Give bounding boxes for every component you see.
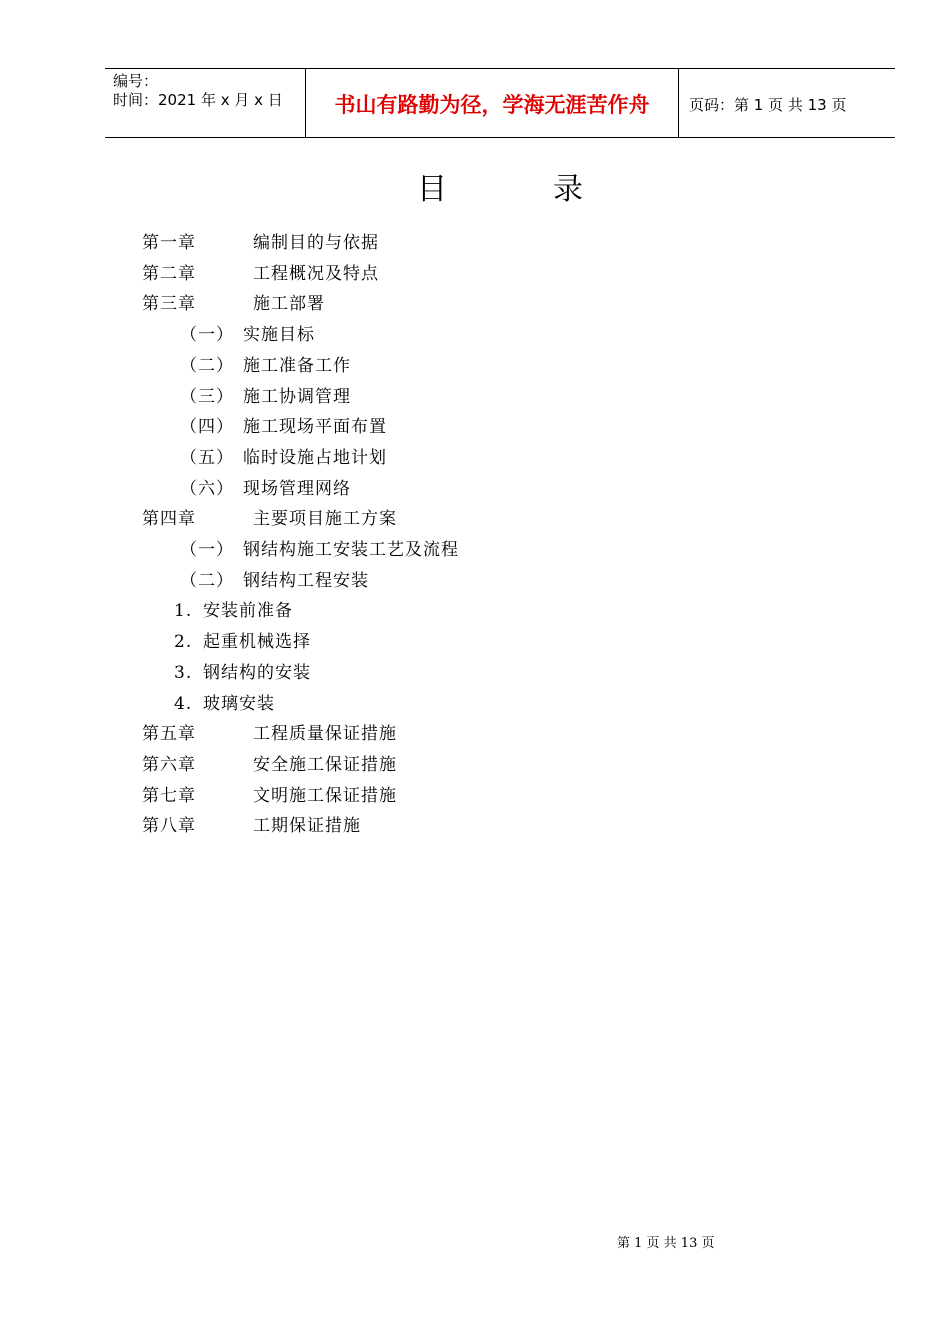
- toc-item-number: 第七章: [142, 785, 196, 806]
- toc-item-number: （六）: [180, 478, 234, 499]
- toc-item-title: 现场管理网络: [243, 478, 351, 499]
- toc-item-title: 钢结构施工安装工艺及流程: [243, 540, 459, 560]
- toc-item-title: 施工协调管理: [243, 386, 351, 407]
- toc-item-title: 安全施工保证措施: [253, 754, 397, 775]
- toc-title-right: 录: [553, 172, 583, 207]
- toc-item-title: 主要项目施工方案: [253, 509, 397, 530]
- toc-item-number: 第三章: [142, 294, 196, 315]
- toc-item-title: 钢结构工程安装: [243, 570, 369, 591]
- document-number-label: 编号：: [113, 72, 159, 90]
- toc-item-number: 2.: [174, 632, 193, 653]
- toc-item-number: 3.: [174, 662, 193, 683]
- toc-item-number: 第二章: [142, 263, 196, 284]
- toc-item-title: 工期保证措施: [253, 816, 361, 837]
- page-footer: 第 1 页 共 13 页: [617, 1236, 715, 1251]
- header-page-info: 页码：第 1 页 共 13 页: [689, 95, 847, 114]
- toc-item-title: 工程质量保证措施: [253, 724, 397, 745]
- toc-item-number: （三）: [180, 386, 234, 407]
- toc-item-title: 工程概况及特点: [253, 263, 379, 284]
- toc-item-number: 第一章: [142, 233, 196, 253]
- toc-title-left: 目: [417, 172, 447, 207]
- toc-item-title: 起重机械选择: [203, 632, 311, 653]
- toc-item-title: 实施目标: [243, 325, 315, 346]
- toc-item-title: 编制目的与依据: [253, 233, 379, 253]
- toc-item-title: 玻璃安装: [203, 693, 275, 714]
- toc-item-number: 4.: [174, 693, 193, 714]
- toc-item-number: （一）: [180, 325, 234, 346]
- toc-item-number: 第四章: [142, 509, 196, 530]
- toc-item-title: 施工准备工作: [243, 355, 351, 376]
- toc-item-number: （五）: [180, 447, 234, 468]
- toc-item-number: （四）: [180, 417, 234, 438]
- header-motto: 书山有路勤为径，学海无涯苦作舟: [306, 69, 679, 137]
- toc-item-number: 第六章: [142, 754, 196, 775]
- toc-item-title: 施工部署: [253, 294, 325, 315]
- document-time: 时间：2021 年 x 月 x 日: [113, 91, 283, 109]
- toc-item-number: 第八章: [142, 816, 196, 837]
- toc-item-title: 钢结构的安装: [203, 662, 311, 683]
- toc-item-number: （二）: [180, 570, 234, 591]
- toc-item-title: 临时设施占地计划: [243, 447, 387, 468]
- toc-item-title: 文明施工保证措施: [253, 785, 397, 806]
- toc-item-title: 施工现场平面布置: [243, 417, 387, 438]
- toc-item-number: 1.: [174, 601, 193, 622]
- toc-item-title: 安装前准备: [203, 601, 293, 622]
- toc-item-number: （二）: [180, 355, 234, 376]
- toc-item-number: （一）: [180, 540, 234, 560]
- toc-item-number: 第五章: [142, 724, 196, 745]
